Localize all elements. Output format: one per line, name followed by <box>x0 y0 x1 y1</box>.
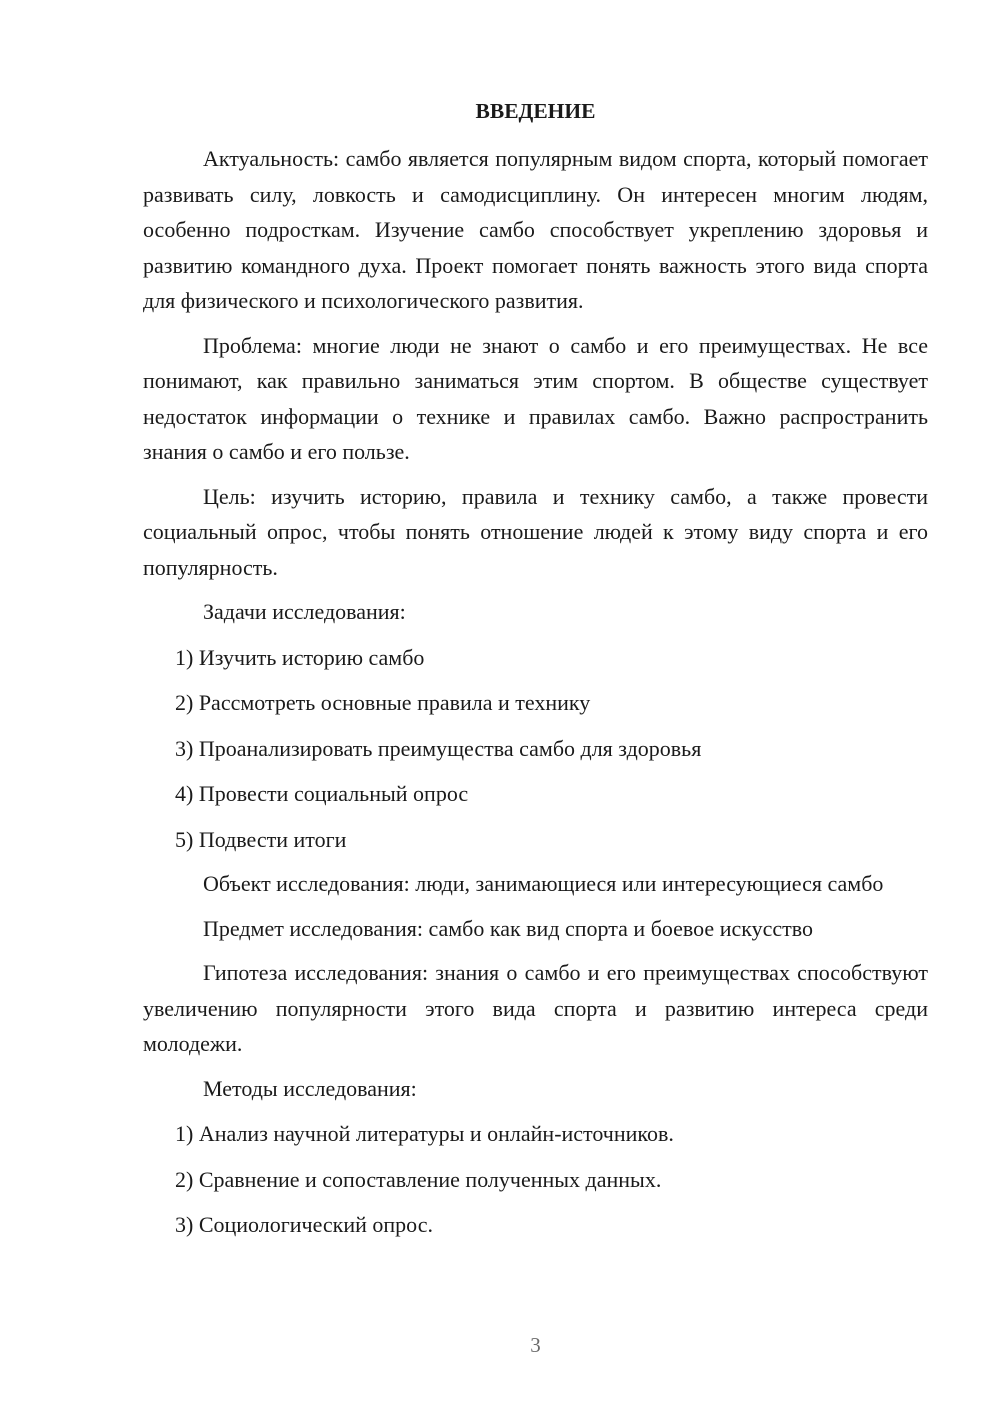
methods-heading: Методы исследования: <box>203 1075 417 1101</box>
subject-paragraph: Предмет исследования: самбо как вид спорта и боевое искусство <box>203 915 813 941</box>
method-item: 2) Сравнение и сопоставление полученных данных. <box>175 1166 662 1192</box>
document-page <box>143 0 928 1414</box>
task-item: 2) Рассмотреть основные правила и технику <box>175 690 591 715</box>
task-item: 4) Провести социальный опрос <box>175 781 469 806</box>
problem-paragraph: Проблема: многие люди не знают о самбо и его преимуществах. Не все понимают, как правильно заниматься этим спортом. В обществе существует недостаток информации о технике и правилах самбо. Важно распространить знания о самбо и его пользе. <box>143 332 928 464</box>
page-title: ВВЕДЕНИЕ <box>475 99 596 123</box>
hypothesis-paragraph: Гипотеза исследования: знания о самбо и его преимуществах способствуют увеличению популярности этого вида спорта и развитию интереса среди молодежи. <box>143 960 928 1056</box>
task-item: 3) Проанализировать преимущества самбо для здоровья <box>175 735 702 761</box>
document-body <box>143 141 928 1243</box>
methods-list <box>143 1116 928 1243</box>
task-item: 1) Изучить историю самбо <box>175 644 425 670</box>
object-paragraph: Объект исследования: люди, занимающиеся или интересующиеся самбо <box>203 871 884 896</box>
task-item: 5) Подвести итоги <box>175 826 347 852</box>
page-number: 3 <box>530 1333 541 1357</box>
goal-paragraph: Цель: изучить историю, правила и технику самбо, а также провести социальный опрос, чтобы понять отношение людей к этому виду спорта и его популярность. <box>143 483 928 580</box>
relevance-paragraph: Актуальность: самбо является популярным видом спорта, который помогает развивать силу, ловкость и самодисциплину. Он интересен многим людям, особенно подросткам. Изучение самбо способствует укреплению здоровья и развитию командного духа. Проект помогает понять важность этого вида спорта для физического и психологического развития. <box>143 146 928 313</box>
method-item: 1) Анализ научной литературы и онлайн-источников. <box>175 1121 674 1146</box>
method-item: 3) Социологический опрос. <box>175 1212 433 1237</box>
tasks-heading: Задачи исследования: <box>203 599 406 624</box>
tasks-list <box>143 640 928 858</box>
